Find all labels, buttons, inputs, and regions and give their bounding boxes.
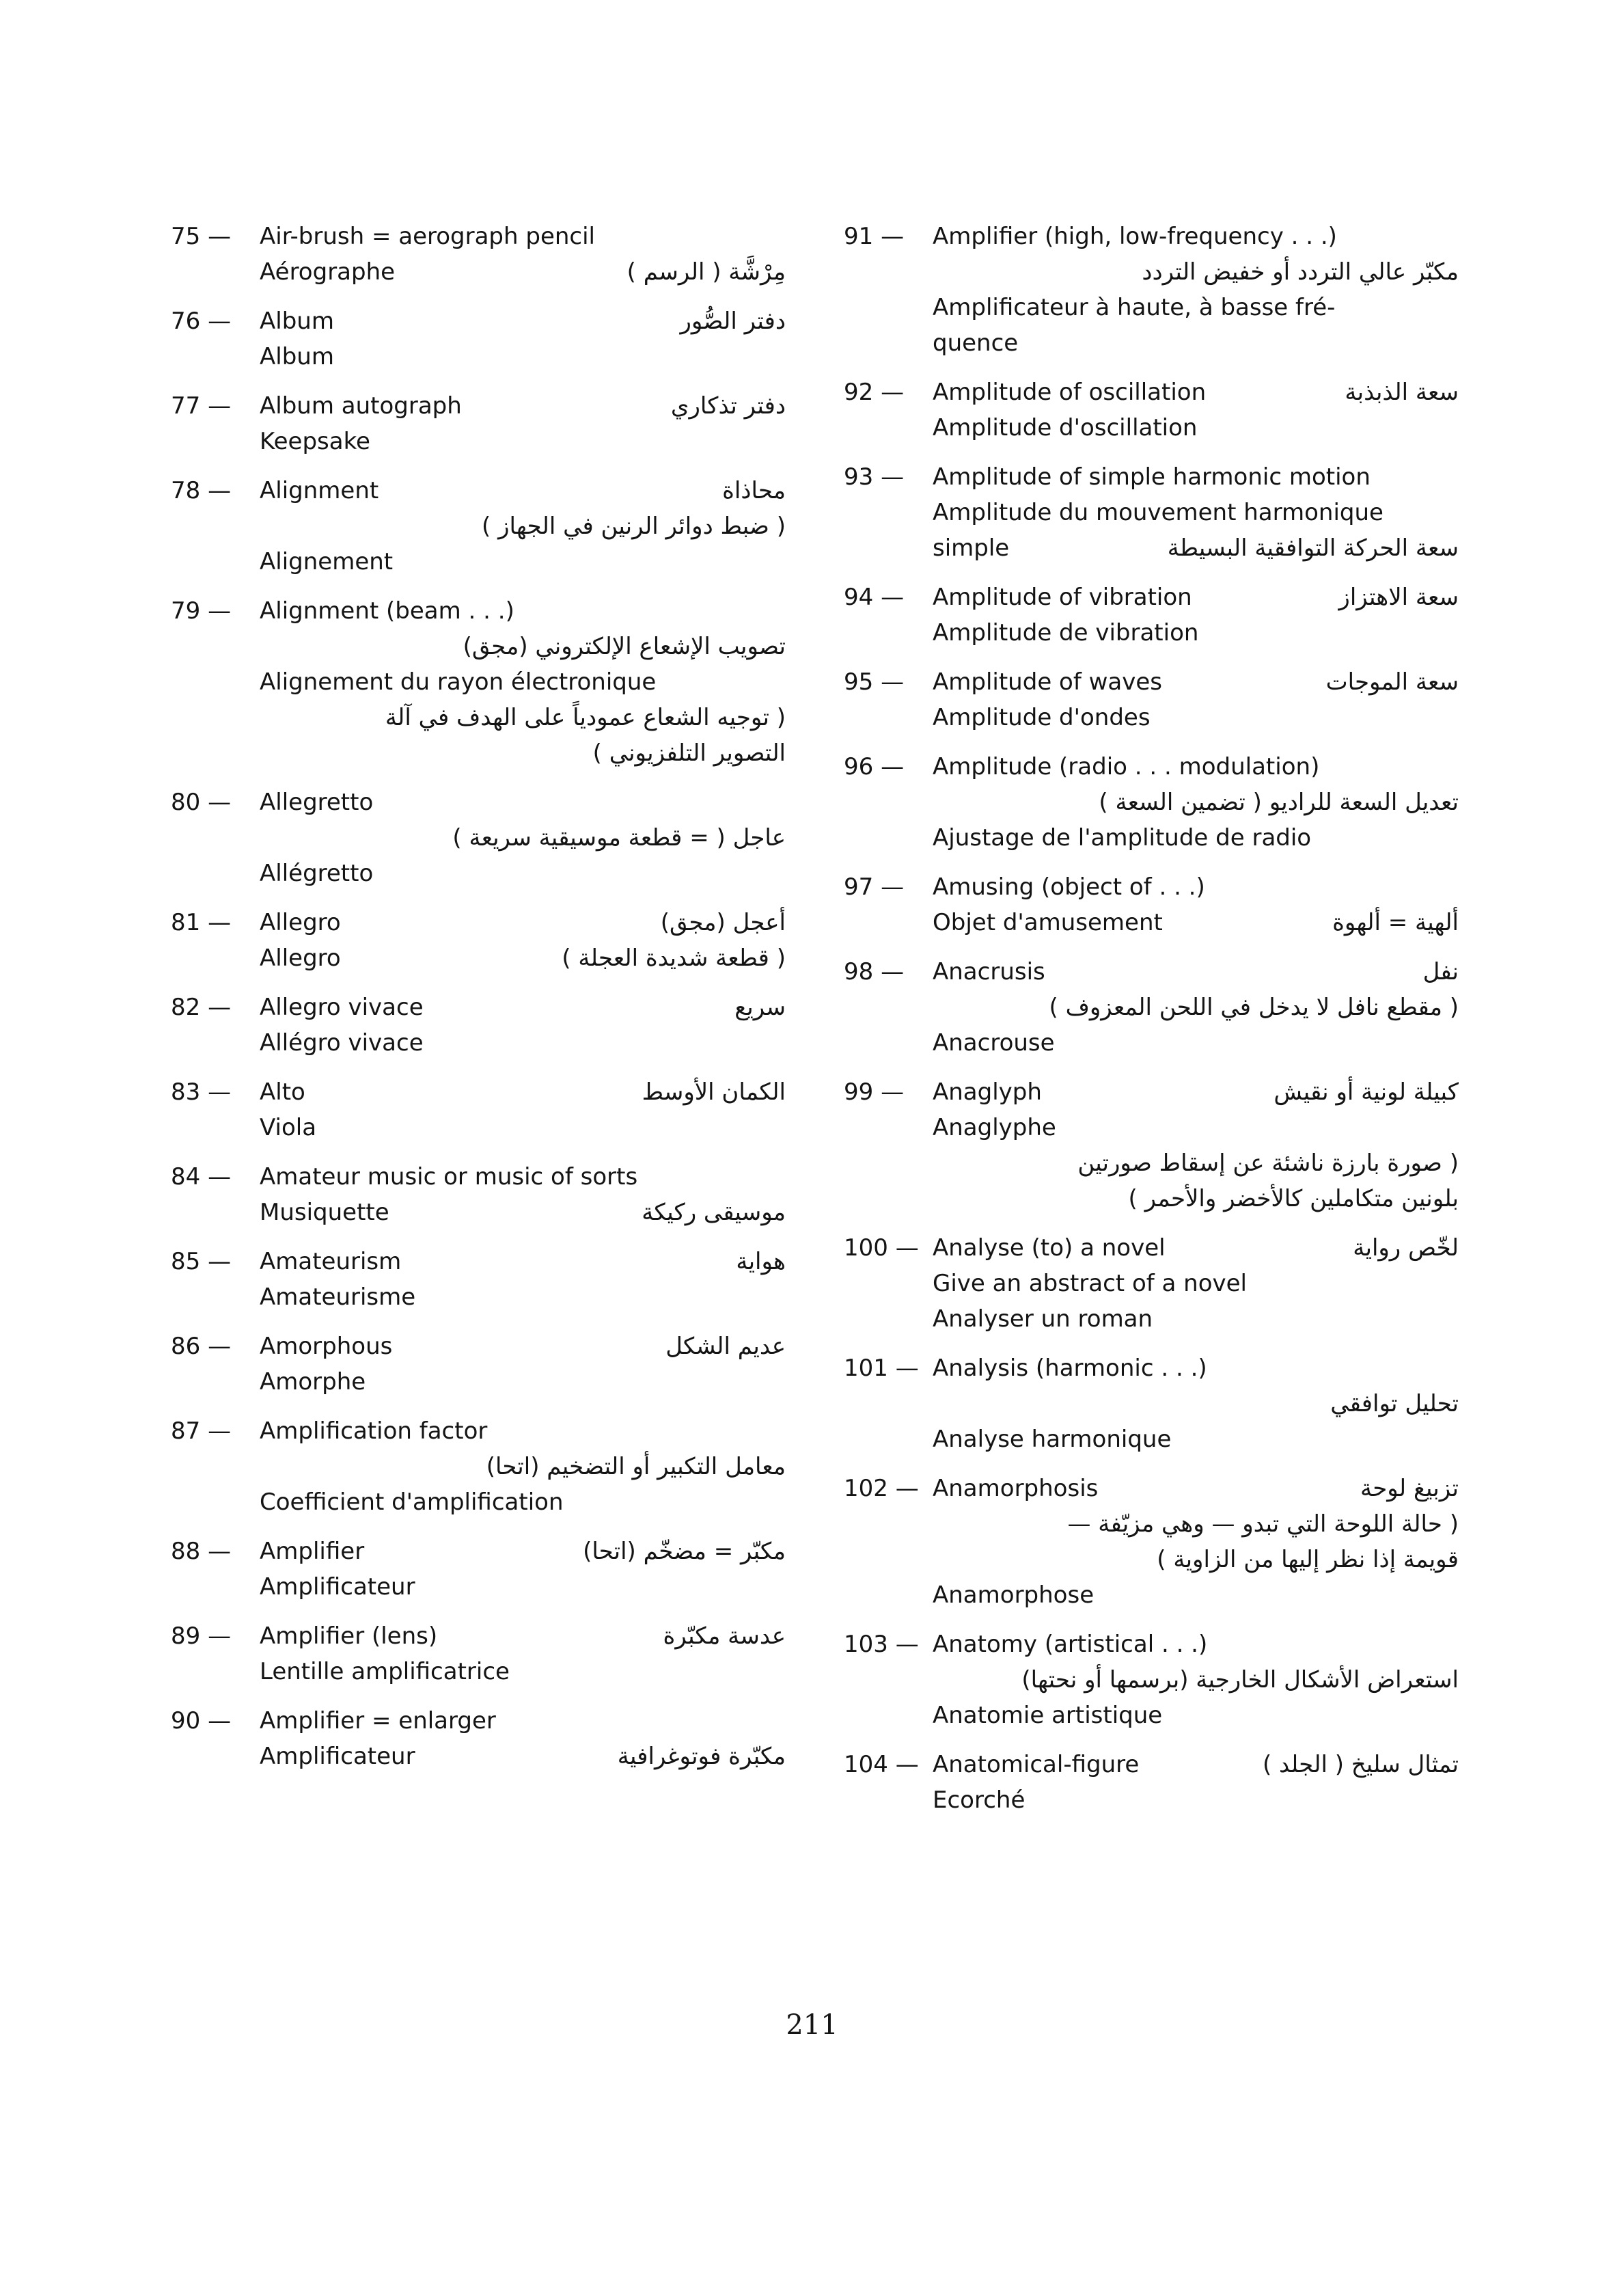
latin-term: Amplitude de vibration	[933, 619, 1199, 647]
entry-line	[260, 820, 786, 856]
entry-number: 83 —	[171, 1078, 232, 1106]
latin-term: Amorphous	[260, 1333, 393, 1360]
entry-line	[933, 1422, 1459, 1457]
entry-number: 101 —	[844, 1355, 919, 1382]
latin-term: Allégretto	[260, 860, 374, 887]
entry-number: 93 —	[844, 463, 905, 491]
latin-term: Amplitude d'ondes	[933, 704, 1151, 731]
entry-line	[260, 1159, 786, 1195]
latin-term: Analyse (to) a novel	[933, 1234, 1166, 1262]
arabic-term: قويمة إذا نظر إليها من الزاوية )	[1157, 1546, 1459, 1573]
entry-line	[933, 1662, 1459, 1698]
entry-number: 100 —	[844, 1234, 919, 1262]
latin-term: Analyse harmonique	[933, 1426, 1172, 1453]
arabic-term: مكبّرة فوتوغرافية	[617, 1743, 786, 1770]
entry-line	[260, 735, 786, 771]
arabic-term: كبيلة لونية أو نقيش	[1274, 1078, 1459, 1106]
dictionary-entry	[171, 1618, 786, 1689]
entry-line	[260, 339, 786, 375]
latin-term: Anatomie artistique	[933, 1702, 1163, 1729]
arabic-term: بلونين متكاملين كالأخضر والأحمر )	[1128, 1185, 1459, 1212]
entry-line	[933, 1181, 1459, 1216]
entry-line	[933, 1698, 1459, 1733]
entry-body	[260, 1329, 786, 1400]
arabic-term: التصوير التلفزيوني )	[592, 739, 786, 767]
latin-term: Alignment	[260, 477, 379, 504]
entry-number: 96 —	[844, 753, 905, 780]
latin-term: Alto	[260, 1078, 305, 1106]
entry-line	[260, 700, 786, 735]
entry-number: 102 —	[844, 1475, 919, 1502]
latin-term: Alignement du rayon électronique	[260, 668, 657, 696]
entry-line	[260, 544, 786, 580]
entry-number: 86 —	[171, 1333, 232, 1360]
latin-term: Anaglyphe	[933, 1114, 1056, 1141]
dictionary-entry	[171, 1074, 786, 1145]
latin-term: Amplitude of vibration	[933, 584, 1192, 611]
entry-line	[260, 508, 786, 544]
arabic-term: مكبّر = مضخّم (اتحا)	[583, 1538, 786, 1565]
entry-line	[933, 1627, 1459, 1662]
entry-line	[260, 856, 786, 891]
arabic-term: عاجل ( = قطعة موسيقية سريعة )	[452, 824, 786, 852]
entry-line	[933, 1350, 1459, 1386]
entry-body	[933, 1747, 1459, 1818]
entry-number: 87 —	[171, 1417, 232, 1445]
entry-line	[933, 495, 1459, 530]
arabic-term: ألهية = ألهوة	[1332, 909, 1459, 936]
latin-term: Album autograph	[260, 392, 462, 420]
latin-term: Objet d'amusement	[933, 909, 1163, 936]
arabic-term: ( مقطع نافل لا يدخل في اللحن المعزوف )	[1049, 994, 1459, 1021]
entry-line	[933, 254, 1459, 290]
entry-body	[260, 593, 786, 771]
entry-line	[260, 1364, 786, 1400]
latin-term: Coefficient d'amplification	[260, 1488, 564, 1516]
entry-line	[933, 749, 1459, 785]
latin-term: Viola	[260, 1114, 317, 1141]
dictionary-entry	[844, 1074, 1459, 1216]
arabic-term: مِرْشَّة ( الرسم )	[627, 258, 786, 286]
entry-number: 88 —	[171, 1538, 232, 1565]
entry-line	[933, 219, 1459, 254]
entry-number: 76 —	[171, 308, 232, 335]
dictionary-entry	[844, 749, 1459, 856]
latin-term: Anacrusis	[933, 958, 1045, 985]
entry-line	[260, 1534, 786, 1569]
entry-body	[260, 303, 786, 375]
latin-term: Amplitude of oscillation	[933, 379, 1207, 406]
entry-number: 81 —	[171, 909, 232, 936]
dictionary-entry	[171, 1159, 786, 1230]
latin-term: Give an abstract of a novel	[933, 1270, 1247, 1297]
entry-line	[933, 1145, 1459, 1181]
entry-line	[933, 820, 1459, 856]
entry-line	[933, 954, 1459, 990]
entry-line	[260, 1110, 786, 1145]
latin-term: Album	[260, 343, 334, 370]
latin-term: Lentille amplificatrice	[260, 1658, 510, 1685]
dictionary-entry	[844, 375, 1459, 446]
latin-term: simple	[933, 534, 1010, 562]
entry-line	[260, 593, 786, 629]
entry-body	[260, 1703, 786, 1774]
entry-line	[933, 1025, 1459, 1061]
entry-body	[260, 1534, 786, 1605]
dictionary-entry	[844, 580, 1459, 651]
entry-line	[933, 1110, 1459, 1145]
latin-term: Amorphe	[260, 1368, 366, 1396]
entry-line	[933, 1506, 1459, 1542]
entry-line	[260, 664, 786, 700]
arabic-term: لخّص رواية	[1353, 1234, 1459, 1262]
arabic-term: مكبّر عالي التردد أو خفيض التردد	[1142, 258, 1459, 286]
latin-term: Allégro vivace	[260, 1029, 424, 1057]
entry-number: 104 —	[844, 1751, 919, 1778]
latin-term: Amplificateur	[260, 1743, 415, 1770]
entry-line	[933, 1386, 1459, 1422]
entry-body	[260, 1618, 786, 1689]
entry-line	[260, 1413, 786, 1449]
arabic-term: دفتر تذكاري	[670, 392, 786, 420]
entry-line	[933, 459, 1459, 495]
latin-term: Allegro	[260, 909, 341, 936]
entry-body	[933, 459, 1459, 566]
entry-number: 84 —	[171, 1163, 232, 1191]
arabic-term: ( توجيه الشعاع عمودياً على الهدف في آلة	[385, 704, 786, 731]
entry-line	[260, 424, 786, 459]
entry-line	[933, 1542, 1459, 1577]
entry-number: 78 —	[171, 477, 232, 504]
entry-line	[260, 1074, 786, 1110]
dictionary-entry	[171, 1244, 786, 1315]
latin-term: Amplifier = enlarger	[260, 1707, 496, 1735]
arabic-term: الكمان الأوسط	[642, 1078, 786, 1106]
entry-line	[933, 615, 1459, 651]
latin-term: Ecorché	[933, 1786, 1026, 1814]
dictionary-entry	[844, 219, 1459, 361]
arabic-term: تمثال سليخ ( الجلد )	[1262, 1751, 1459, 1778]
arabic-term: نفل	[1422, 958, 1459, 985]
entry-body	[933, 1230, 1459, 1337]
entry-line	[933, 325, 1459, 361]
entry-line	[260, 785, 786, 820]
latin-term: Amplitude du mouvement harmonique	[933, 499, 1384, 526]
latin-term: Anatomical-figure	[933, 1751, 1140, 1778]
dictionary-entry	[844, 664, 1459, 735]
entry-line	[260, 303, 786, 339]
dictionary-entry	[171, 388, 786, 459]
entry-body	[933, 1471, 1459, 1613]
entry-line	[260, 254, 786, 290]
dictionary-entry	[844, 459, 1459, 566]
arabic-term: تزبيغ لوحة	[1360, 1475, 1459, 1502]
entry-line	[260, 1569, 786, 1605]
arabic-term: تصويب الإشعاع الإلكتروني (مجق)	[463, 633, 786, 660]
entry-line	[260, 905, 786, 940]
entry-line	[260, 388, 786, 424]
entry-line	[260, 1025, 786, 1061]
entry-number: 82 —	[171, 994, 232, 1021]
entry-line	[933, 375, 1459, 410]
entry-number: 91 —	[844, 223, 905, 250]
entry-body	[260, 388, 786, 459]
entry-body	[933, 954, 1459, 1061]
arabic-term: استعراض الأشكال الخارجية (برسمها أو نحتها)	[1021, 1666, 1459, 1694]
entry-line	[933, 1301, 1459, 1337]
latin-term: Allegretto	[260, 789, 374, 816]
entry-number: 80 —	[171, 789, 232, 816]
entry-number: 95 —	[844, 668, 905, 696]
arabic-term: عدسة مكبّرة	[663, 1622, 786, 1650]
arabic-term: تحليل توافقي	[1330, 1390, 1459, 1417]
latin-term: Anatomy (artistical . . .)	[933, 1631, 1208, 1658]
arabic-term: ( قطعة شديدة العجلة )	[562, 944, 786, 972]
entry-line	[260, 473, 786, 508]
latin-term: Amateurisme	[260, 1283, 416, 1311]
latin-term: Amplificateur	[260, 1573, 415, 1601]
arabic-term: تعديل السعة للراديو ( تضمين السعة )	[1099, 789, 1459, 816]
latin-term: Amateurism	[260, 1248, 402, 1275]
entry-line	[260, 1739, 786, 1774]
entry-body	[260, 905, 786, 976]
dictionary-entry	[844, 1627, 1459, 1733]
entry-body	[260, 473, 786, 580]
entry-body	[260, 219, 786, 290]
arabic-term: ( حالة اللوحة التي تبدو — وهي مزيّفة —	[1067, 1510, 1459, 1538]
entry-body	[933, 869, 1459, 940]
arabic-term: موسيقى ركيكة	[642, 1199, 786, 1226]
latin-term: Alignement	[260, 548, 394, 575]
entry-body	[933, 375, 1459, 446]
entry-line	[933, 1266, 1459, 1301]
entry-number: 92 —	[844, 379, 905, 406]
entry-number: 99 —	[844, 1078, 905, 1106]
entry-line	[933, 1782, 1459, 1818]
entry-line	[260, 1279, 786, 1315]
entry-line	[260, 990, 786, 1025]
latin-term: Anamorphose	[933, 1581, 1095, 1609]
latin-term: Allegro	[260, 944, 341, 972]
entry-line	[260, 1703, 786, 1739]
dictionary-entry	[844, 1471, 1459, 1613]
entry-line	[260, 1449, 786, 1484]
entry-line	[260, 629, 786, 664]
dictionary-entry	[844, 869, 1459, 940]
latin-term: Musiquette	[260, 1199, 389, 1226]
entry-line	[933, 580, 1459, 615]
entry-body	[933, 1074, 1459, 1216]
entry-number: 97 —	[844, 873, 905, 901]
latin-term: Anacrouse	[933, 1029, 1055, 1057]
arabic-term: محاذاة	[722, 477, 786, 504]
arabic-term: ( صورة بارزة ناشئة عن إسقاط صورتين	[1077, 1150, 1459, 1177]
dictionary-entry	[844, 1747, 1459, 1818]
entry-number: 75 —	[171, 223, 232, 250]
entry-body	[933, 580, 1459, 651]
arabic-term: معامل التكبير أو التضخيم (اتحا)	[486, 1453, 786, 1480]
arabic-term: هواية	[736, 1248, 786, 1275]
arabic-term: دفتر الصُّور	[680, 308, 786, 335]
entry-number: 94 —	[844, 584, 905, 611]
entry-line	[933, 1230, 1459, 1266]
entry-line	[933, 1747, 1459, 1782]
entry-number: 89 —	[171, 1622, 232, 1650]
arabic-term: سعة الموجات	[1325, 668, 1459, 696]
latin-term: Analyser un roman	[933, 1305, 1153, 1333]
entry-line	[933, 1471, 1459, 1506]
entry-line	[933, 869, 1459, 905]
entry-line	[933, 664, 1459, 700]
entry-line	[260, 1244, 786, 1279]
latin-term: Amateur music or music of sorts	[260, 1163, 638, 1191]
entry-number: 90 —	[171, 1707, 232, 1735]
entry-number: 98 —	[844, 958, 905, 985]
latin-term: Air-brush = aerograph pencil	[260, 223, 596, 250]
dictionary-entry	[171, 219, 786, 290]
latin-term: Amplifier (high, low-frequency . . .)	[933, 223, 1337, 250]
latin-term: Anamorphosis	[933, 1475, 1099, 1502]
entry-body	[933, 664, 1459, 735]
dictionary-entry	[171, 1534, 786, 1605]
entry-line	[933, 290, 1459, 325]
latin-term: Amplifier (lens)	[260, 1622, 438, 1650]
latin-term: Ajustage de l'amplitude de radio	[933, 824, 1312, 852]
entry-line	[933, 905, 1459, 940]
entry-number: 103 —	[844, 1631, 919, 1658]
entry-body	[260, 990, 786, 1061]
entry-line	[260, 1654, 786, 1689]
latin-term: Amplitude (radio . . . modulation)	[933, 753, 1320, 780]
dictionary-entry	[171, 1703, 786, 1774]
latin-term: quence	[933, 329, 1019, 357]
latin-term: Amplifier	[260, 1538, 365, 1565]
entry-line	[933, 530, 1459, 566]
dictionary-entry	[171, 990, 786, 1061]
entry-body	[933, 219, 1459, 361]
latin-term: Amplitude of simple harmonic motion	[933, 463, 1371, 491]
entry-line	[260, 1618, 786, 1654]
dictionary-entry	[844, 1230, 1459, 1337]
entry-body	[933, 1350, 1459, 1457]
entry-body	[260, 1413, 786, 1520]
latin-term: Amplitude d'oscillation	[933, 414, 1198, 441]
entry-line	[260, 1329, 786, 1364]
arabic-term: ( ضبط دوائر الرنين في الجهاز )	[482, 513, 786, 540]
dictionary-entry	[171, 905, 786, 976]
dictionary-entry	[844, 954, 1459, 1061]
arabic-term: سعة الاهتزاز	[1338, 584, 1459, 611]
entry-line	[260, 219, 786, 254]
arabic-term: عديم الشكل	[665, 1333, 786, 1360]
entry-number: 79 —	[171, 597, 232, 625]
arabic-term: أعجل (مجق)	[660, 909, 786, 936]
entry-body	[933, 749, 1459, 856]
latin-term: Anaglyph	[933, 1078, 1042, 1106]
entry-line	[933, 700, 1459, 735]
entry-line	[260, 940, 786, 976]
right-column	[844, 219, 1459, 1832]
arabic-term: سريع	[734, 994, 786, 1021]
left-column	[171, 219, 786, 1788]
dictionary-entry	[171, 1329, 786, 1400]
dictionary-entry	[844, 1350, 1459, 1457]
entry-body	[260, 1074, 786, 1145]
entry-body	[260, 785, 786, 891]
entry-number: 85 —	[171, 1248, 232, 1275]
dictionary-entry	[171, 303, 786, 375]
arabic-term: سعة الحركة التوافقية البسيطة	[1167, 534, 1459, 562]
dictionary-entry	[171, 473, 786, 580]
entry-line	[933, 1577, 1459, 1613]
entry-body	[260, 1244, 786, 1315]
latin-term: Alignment (beam . . .)	[260, 597, 514, 625]
latin-term: Aérographe	[260, 258, 396, 286]
arabic-term: سعة الذبذبة	[1345, 379, 1459, 406]
dictionary-entry	[171, 785, 786, 891]
entry-number: 77 —	[171, 392, 232, 420]
latin-term: Amplitude of waves	[933, 668, 1163, 696]
dictionary-entry	[171, 593, 786, 771]
latin-term: Amusing (object of . . .)	[933, 873, 1205, 901]
entry-line	[933, 410, 1459, 446]
latin-term: Amplification factor	[260, 1417, 488, 1445]
page-number: 211	[786, 2009, 838, 2041]
entry-line	[260, 1484, 786, 1520]
entry-line	[933, 990, 1459, 1025]
latin-term: Album	[260, 308, 334, 335]
latin-term: Allegro vivace	[260, 994, 424, 1021]
dictionary-entry	[171, 1413, 786, 1520]
latin-term: Amplificateur à haute, à basse fré-	[933, 294, 1336, 321]
latin-term: Analysis (harmonic . . .)	[933, 1355, 1207, 1382]
entry-line	[933, 785, 1459, 820]
entry-line	[260, 1195, 786, 1230]
latin-term: Keepsake	[260, 428, 370, 455]
entry-body	[933, 1627, 1459, 1733]
entry-line	[933, 1074, 1459, 1110]
entry-body	[260, 1159, 786, 1230]
